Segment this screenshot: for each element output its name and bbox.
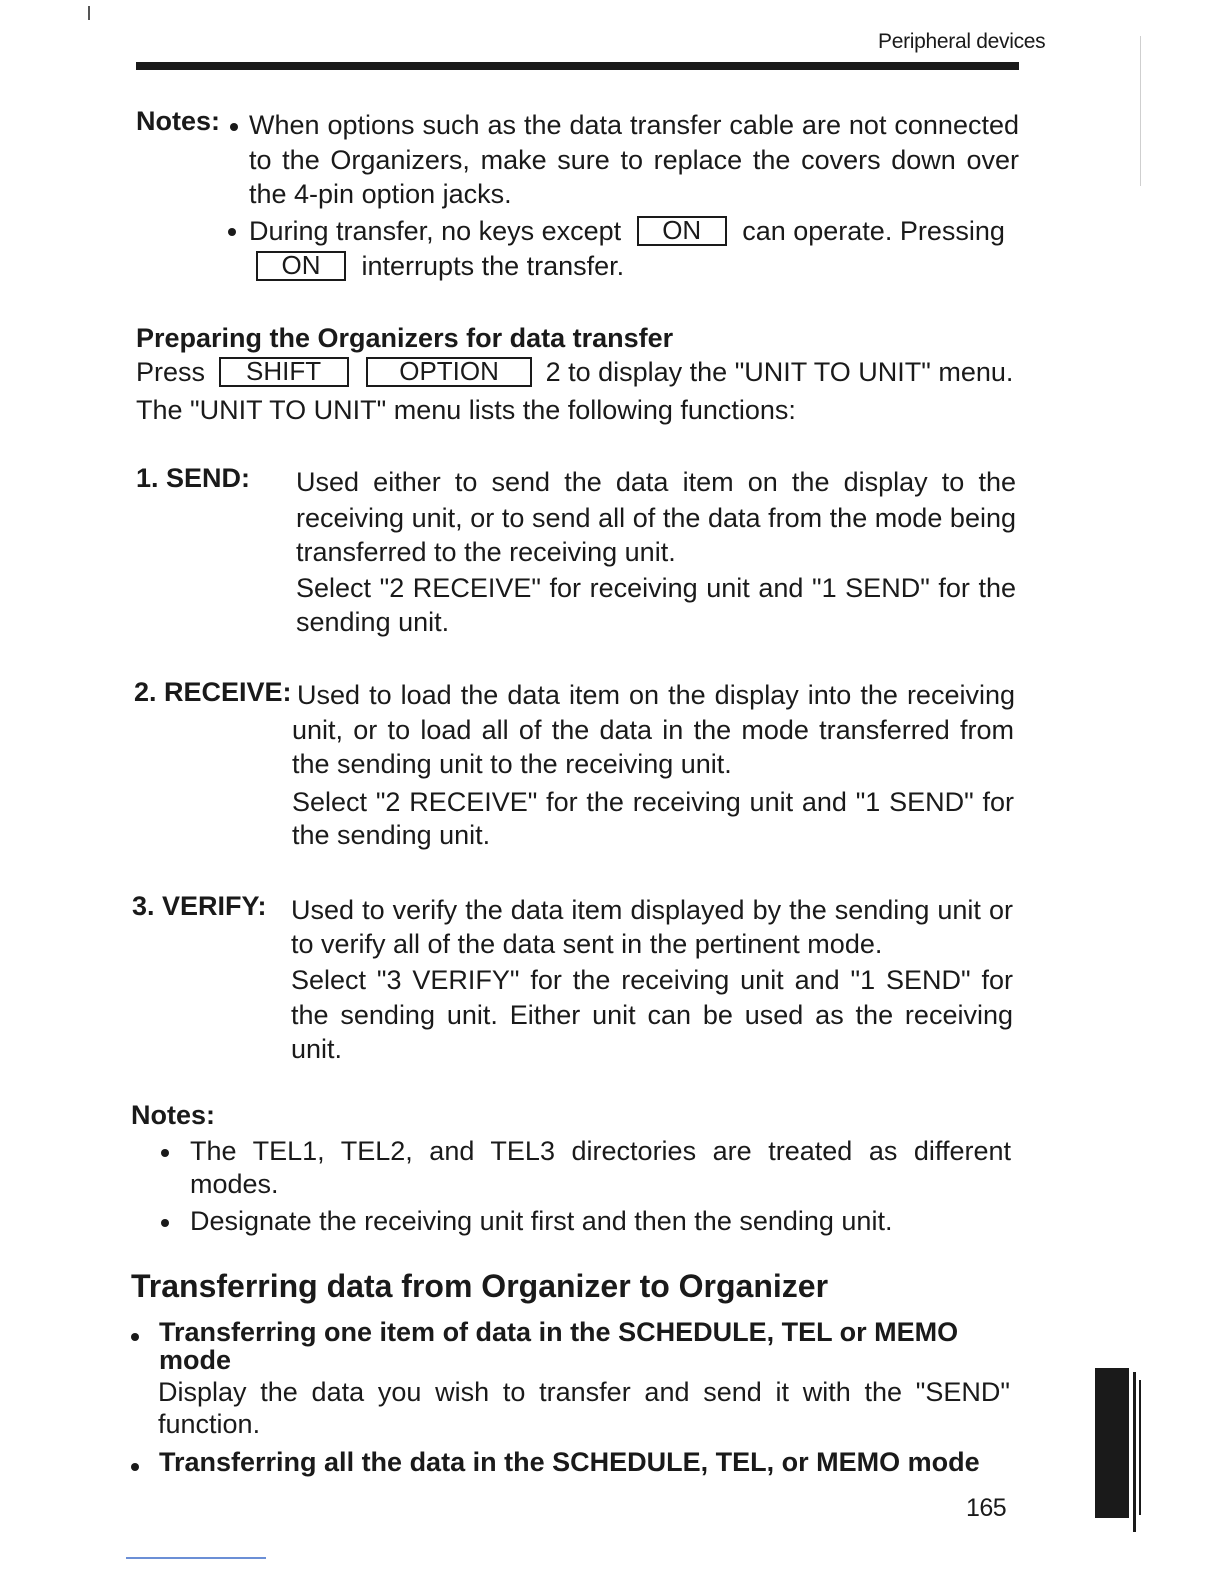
transfer-bullet1-body-line2: function. — [158, 1409, 261, 1439]
function-send-line: Select "2 RECEIVE" for receiving unit and "1 SEND" for the — [296, 573, 1016, 603]
note2-post: can operate. Pressing — [742, 216, 1005, 246]
notes-top-label: Notes: — [136, 106, 221, 136]
thumb-index-edge — [1133, 1372, 1136, 1532]
transfer-bullet — [131, 1328, 139, 1346]
function-send-line: transferred to the receiving unit. — [296, 537, 676, 567]
function-label-send: 1. SEND: — [136, 463, 251, 493]
notes-bottom-label: Notes: — [131, 1100, 216, 1130]
preparing-line1 — [136, 355, 1013, 389]
on-key: ON — [256, 251, 346, 281]
page-number: 165 — [966, 1494, 1007, 1522]
function-verify-line: to verify all of the data sent in the pertinent mode. — [291, 929, 883, 959]
notes-bottom-item2: Designate the receiving unit first and then the sending unit. — [190, 1206, 893, 1236]
notes-bottom-bullet — [161, 1214, 169, 1232]
transfer-bullet1-heading-line2: mode — [159, 1345, 232, 1375]
function-verify-line: Select "3 VERIFY" for the receiving unit and "1 SEND" for — [291, 965, 1013, 995]
function-receive-line: Select "2 RECEIVE" for the receiving unit and "1 SEND" for — [292, 787, 1014, 817]
running-header: Peripheral devices — [878, 30, 1046, 53]
notes-bottom-item1-line1: The TEL1, TEL2, and TEL3 directories are treated as different — [190, 1136, 1011, 1166]
notes-bottom-bullet — [161, 1144, 169, 1162]
on-key: ON — [637, 216, 727, 246]
function-verify-line: the sending unit. Either unit can be used as the receiving — [291, 1000, 1013, 1030]
function-receive-line: unit, or to load all of the data in the mode transferred from — [292, 715, 1014, 745]
function-verify-line: Used to verify the data item displayed by the sending unit or — [291, 895, 1013, 925]
function-label-receive: 2. RECEIVE: — [134, 677, 292, 707]
option-key: OPTION — [366, 357, 532, 387]
notes-bottom-item1-line2: modes. — [190, 1169, 279, 1199]
preparing-line1-post: 2 to display the "UNIT TO UNIT" menu. — [545, 357, 1014, 387]
function-verify-line: unit. — [291, 1034, 343, 1064]
note2-line1 — [249, 214, 1005, 248]
function-receive-line: Used to load the data item on the display into the receiving — [297, 680, 1015, 710]
note2-pre: During transfer, no keys except — [249, 216, 622, 246]
note1-bullet — [230, 118, 238, 136]
function-label-verify: 3. VERIFY: — [132, 891, 267, 921]
shift-key: SHIFT — [219, 357, 349, 387]
preparing-line2: The "UNIT TO UNIT" menu lists the following functions: — [136, 395, 796, 425]
preparing-heading: Preparing the Organizers for data transfer — [136, 323, 674, 353]
note1-line: to the Organizers, make sure to replace the covers down over — [249, 145, 1019, 175]
press-text: Press — [136, 357, 206, 387]
scan-blue-line — [126, 1557, 266, 1559]
thumb-index-tab — [1095, 1368, 1129, 1518]
header-rule — [136, 62, 1019, 70]
scan-edge-mark — [88, 6, 90, 20]
note1-line: the 4-pin option jacks. — [249, 179, 512, 209]
transfer-section-title: Transferring data from Organizer to Organizer — [131, 1268, 829, 1304]
note2-line2-text: interrupts the transfer. — [361, 251, 625, 281]
function-receive-line: the sending unit to the receiving unit. — [292, 749, 732, 779]
transfer-bullet1-body-line1: Display the data you wish to transfer and send it with the "SEND" — [158, 1377, 1010, 1407]
transfer-bullet — [131, 1458, 139, 1476]
function-send-line: Used either to send the data item on the display to the — [296, 467, 1016, 497]
function-send-line: receiving unit, or to send all of the data from the mode being — [296, 503, 1016, 533]
scan-edge-line — [1140, 36, 1141, 186]
note1-line: When options such as the data transfer cable are not connected — [249, 110, 1019, 140]
function-send-line: sending unit. — [296, 607, 450, 637]
transfer-bullet2-heading: Transferring all the data in the SCHEDULE, TEL, or MEMO mode — [159, 1447, 980, 1477]
function-receive-line: the sending unit. — [292, 820, 491, 850]
note2-bullet — [228, 223, 236, 241]
thumb-index-edge — [1139, 1380, 1141, 1515]
transfer-bullet1-heading-line1: Transferring one item of data in the SCHEDULE, TEL or MEMO — [159, 1317, 959, 1347]
note2-line2 — [256, 249, 624, 283]
